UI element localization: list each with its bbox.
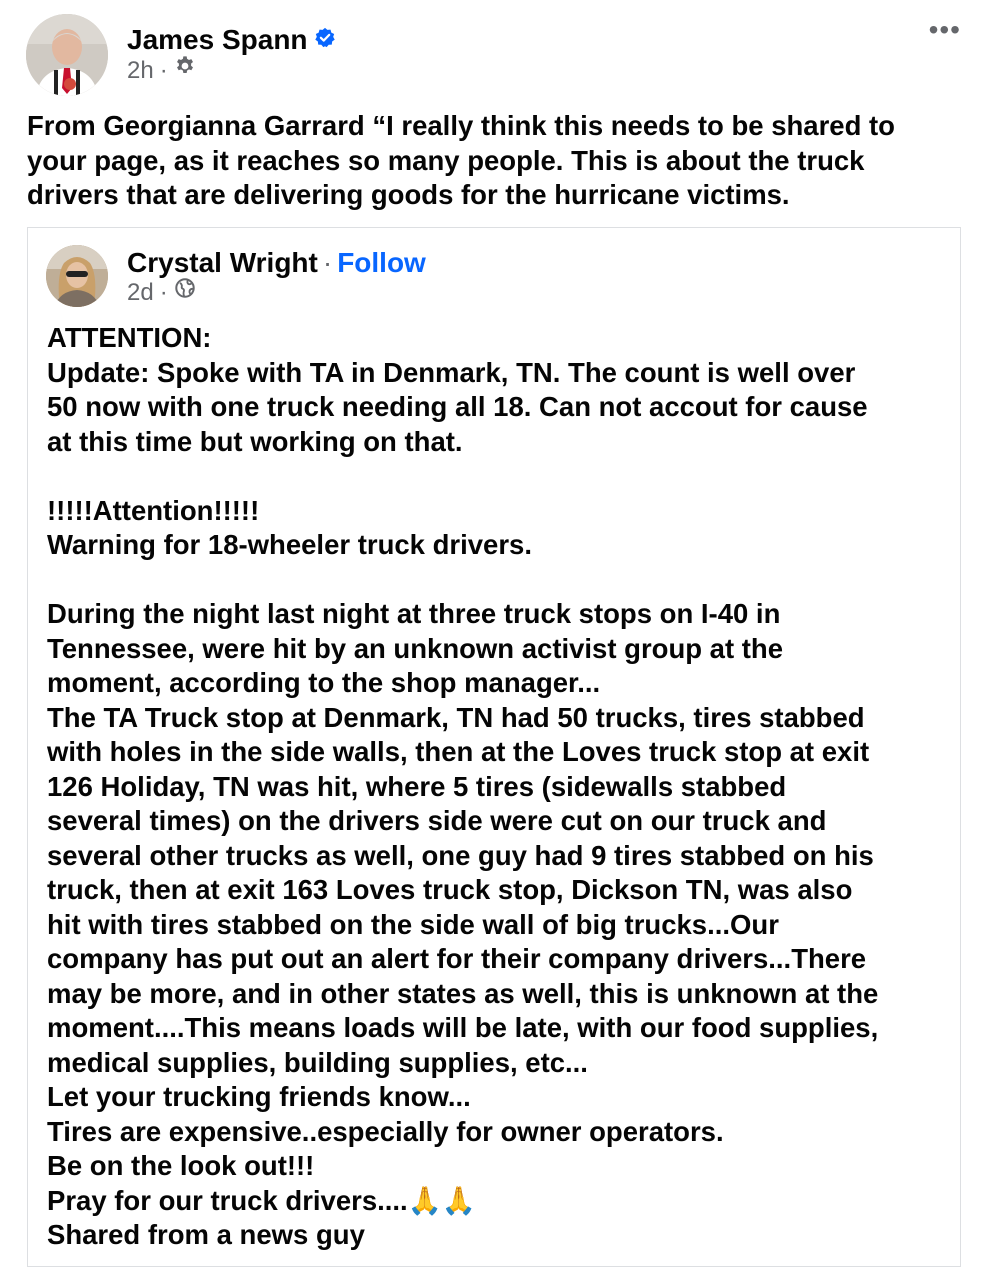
shared-body-line: with holes in the side walls, then at the Loves truck stop at exit — [47, 736, 870, 767]
shared-body-line: moment....This means loads will be late, with our food supplies, — [47, 1012, 879, 1043]
shared-body-line: truck, then at exit 163 Loves truck stop, Dickson TN, was also — [47, 874, 853, 905]
shared-body-line: company has put out an alert for their company drivers...There — [47, 943, 867, 974]
author-name-text[interactable]: James Spann — [127, 24, 308, 55]
shared-body-line: During the night last night at three truck stops on I-40 in — [47, 598, 781, 629]
shared-body-line: several other trucks as well, one guy had 9 tires stabbed on his — [47, 839, 874, 871]
shared-body-line: Shared from a news guy — [47, 1219, 365, 1250]
author-name[interactable] — [127, 20, 336, 60]
verified-badge-icon — [314, 20, 336, 60]
shared-body-line: at this time but working on that. — [47, 425, 463, 457]
shared-post-body — [47, 321, 952, 1253]
post-caption: From Georgianna Garrard “I really think this needs to be shared to your page, as it reaches so many people. This is about the truck drivers that are delivering goods for the hurricane victims. — [27, 110, 895, 210]
globe-icon — [174, 277, 196, 307]
shared-author-separator: · — [322, 247, 333, 278]
shared-author-row — [127, 243, 426, 283]
shared-post-timestamp[interactable]: 2d — [127, 279, 154, 306]
follow-button[interactable]: Follow — [337, 247, 426, 278]
gear-icon — [174, 55, 196, 85]
shared-body-line: Tires are expensive..especially for owner operators. — [47, 1115, 724, 1147]
shared-body-line: several times) on the drivers side were cut on our truck and — [47, 805, 827, 836]
meta-separator: · — [159, 57, 168, 84]
shared-body-line: moment, according to the shop manager... — [47, 667, 601, 698]
shared-body-line: The TA Truck stop at Denmark, TN had 50 trucks, tires stabbed — [47, 701, 865, 733]
shared-body-line: Let your trucking friends know... — [47, 1081, 471, 1112]
post-timestamp[interactable]: 2h — [127, 57, 154, 84]
shared-body-line: Be on the look out!!! — [47, 1150, 315, 1181]
shared-body-line: Update: Spoke with TA in Denmark, TN. The count is well over — [47, 356, 856, 388]
shared-body-line: medical supplies, building supplies, etc... — [47, 1046, 588, 1078]
shared-body-line: hit with tires stabbed on the side wall of big trucks...Our — [47, 908, 779, 940]
shared-body-line: ATTENTION: — [47, 322, 212, 353]
shared-body-line: Tennessee, were hit by an unknown activist group at the — [47, 632, 784, 664]
shared-body-line: 126 Holiday, TN was hit, where 5 tires (sidewalls stabbed — [47, 770, 787, 802]
shared-body-blank-line — [47, 563, 952, 598]
shared-body-line: may be more, and in other states as well, this is unknown at the — [47, 977, 879, 1009]
shared-body-line: Warning for 18-wheeler truck drivers. — [47, 529, 532, 560]
shared-post-meta — [127, 278, 196, 308]
shared-author-avatar[interactable] — [46, 245, 108, 307]
shared-author-name[interactable]: Crystal Wright — [127, 247, 318, 278]
author-avatar[interactable] — [26, 14, 108, 96]
shared-body-line: 50 now with one truck needing all 18. Can not accout for cause — [47, 391, 868, 422]
shared-body-line: Pray for our truck drivers....🙏🙏 — [47, 1184, 477, 1216]
shared-meta-separator: · — [159, 279, 168, 306]
shared-body-blank-line — [47, 459, 952, 494]
more-options-icon[interactable]: ••• — [928, 14, 961, 45]
post-meta — [127, 56, 196, 86]
shared-body-line: !!!!!Attention!!!!! — [47, 494, 260, 526]
shared-post-card[interactable] — [27, 227, 961, 1267]
